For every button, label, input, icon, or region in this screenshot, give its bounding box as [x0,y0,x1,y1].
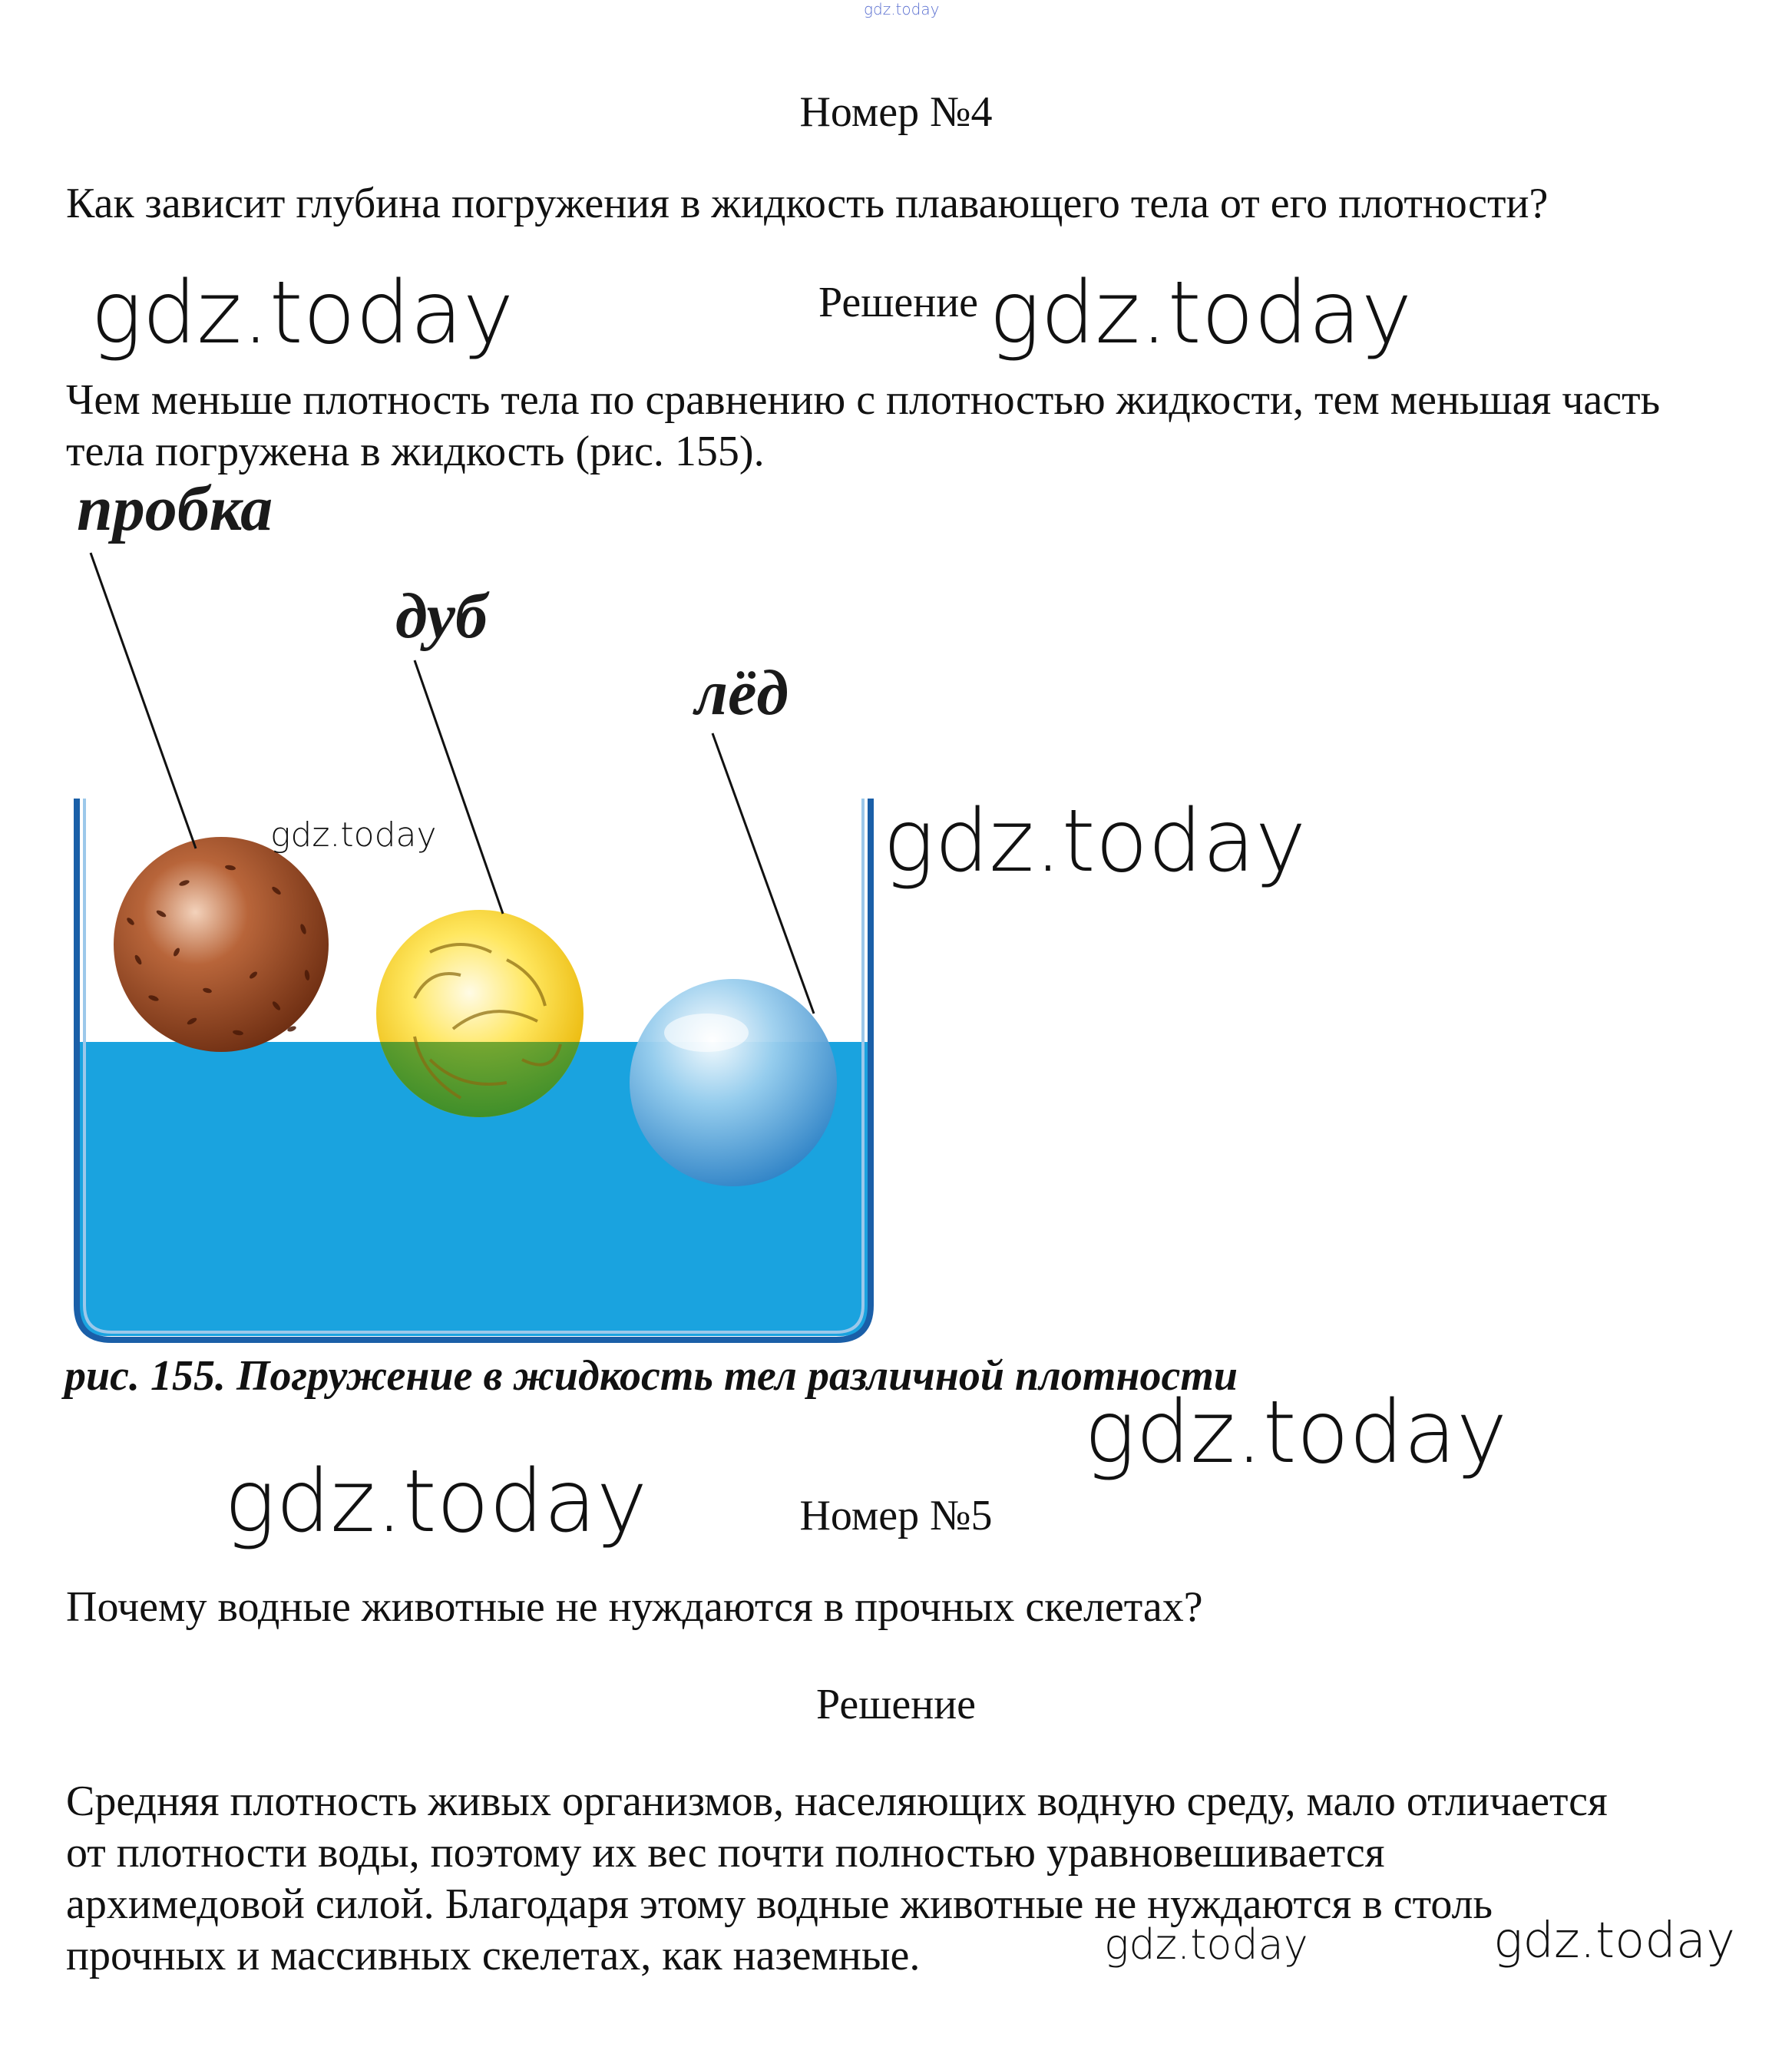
watermark-3: gdz.today [883,792,1307,891]
watermark-2: gdz.today [989,263,1413,363]
section2-title: Номер №5 [799,1492,993,1539]
section2-answer-line: Средняя плотность живых организмов, населяющих водную среду, мало отличается [66,1778,1608,1825]
section1-solution-label: Решение [818,279,979,326]
section1-title: Номер №4 [799,88,993,136]
section2-answer-line: архимедовой силой. Благодаря этому водные животные не нуждаются в столь [66,1880,1493,1928]
watermark-7: gdz.today [1493,1913,1735,1969]
cork-ball [114,837,329,1052]
figure-caption: рис. 155. Погружение в жидкость тел различной плотности [64,1352,1238,1400]
watermark-6: gdz.today [1104,1920,1308,1969]
section1-question: Как зависит глубина погружения в жидкость плавающего тела от его плотности? [66,180,1549,227]
section2-solution-label: Решение [815,1681,977,1728]
section2-question: Почему водные животные не нуждаются в прочных скелетах? [66,1583,1203,1631]
label-cork: пробка [77,473,273,544]
figure-inner-watermark: gdz.today [270,815,437,855]
label-oak: дуб [395,580,488,652]
label-ice: лёд [695,657,789,729]
watermark-4: gdz.today [1084,1383,1508,1483]
ice-ball [630,979,837,1186]
section2-answer-line: прочных и массивных скелетах, как наземные. [66,1932,921,1979]
section2-answer-line: от плотности воды, поэтому их вес почти полностью уравновешивается [66,1829,1385,1877]
watermark-1: gdz.today [91,263,514,363]
watermark-5: gdz.today [224,1452,648,1552]
top-watermark: gdz.today [864,0,940,18]
section1-answer: Чем меньше плотность тела по сравнению с плотностью жидкости, тем меньшая часть тела погружена в жидкость (рис. 155). [66,376,1661,475]
